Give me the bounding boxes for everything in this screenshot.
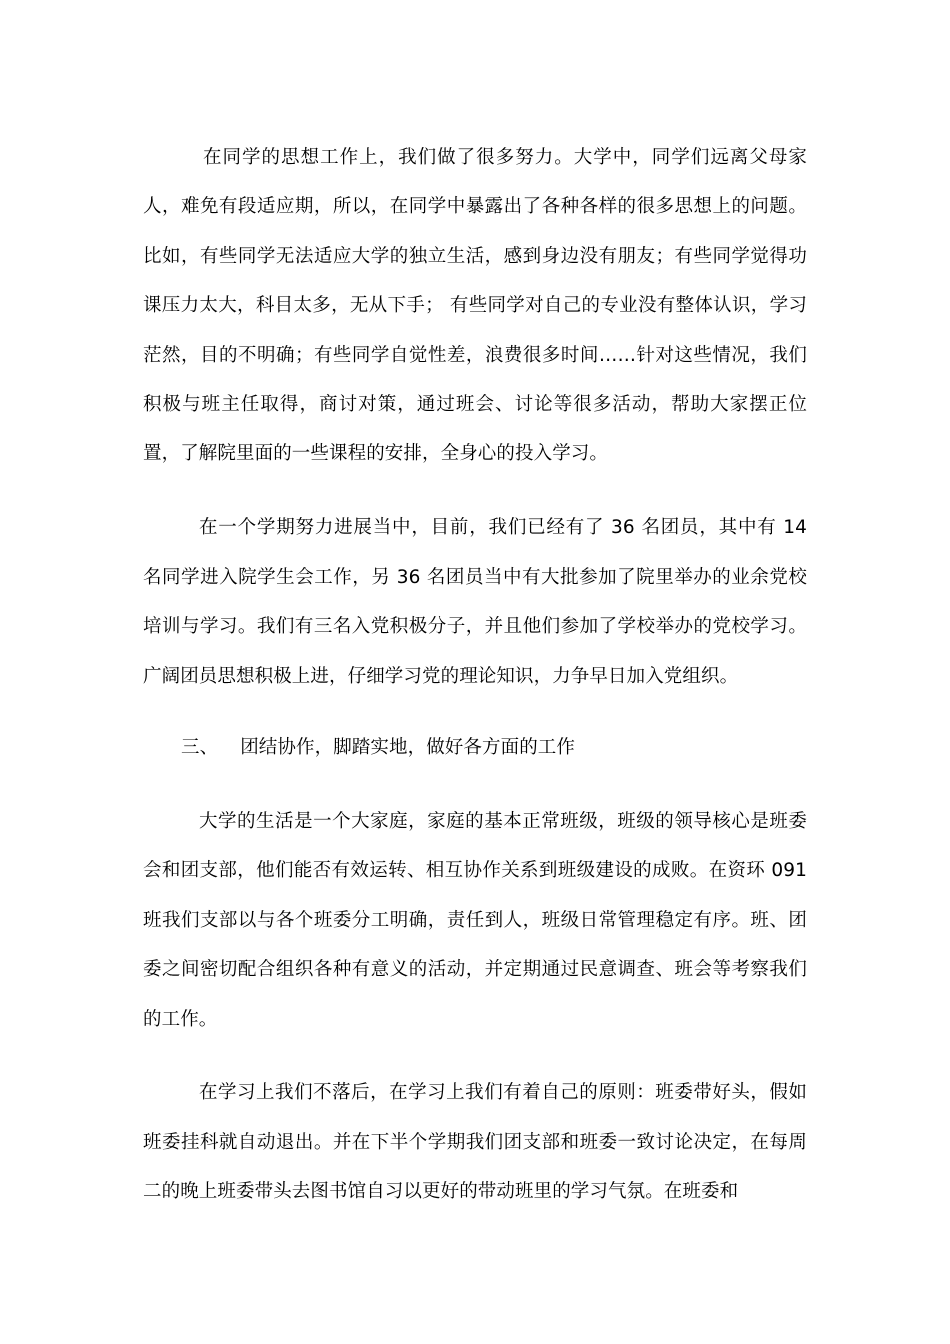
paragraph-ideological-work: 在同学的思想工作上，我们做了很多努力。大学中，同学们远离父母家人，难免有段适应期，所以，在同学中暴露出了各种各样的很多思想上的问题。比如，有些同学无法适应大学的独立生活，感到身边没有朋友；有些同学觉得功课压力太大，科目太多，无从下手； 有些同学对自己的专业没有整体认识，学习茫然，目的不明确；有些同学自觉性差，浪费很多时间……针对这些情况，我们积极与班主任取得，商讨对策，通过班会、讨论等很多活动，帮助大家摆正位置，了解院里面的一些课程的安排，全身心的投入学习。 [143, 147, 807, 465]
document-body [143, 133, 807, 1217]
paragraph-league-members: 在一个学期努力进展当中，目前，我们已经有了 36 名团员，其中有 14 名同学进入院学生会工作，另 36 名团员当中有大批参加了院里举办的业余党校培训与学习。我们有三名入党积极分子，并且他们参加了学校举办的党校学习。广阔团员思想积极上进，仔细学习党的理论知识，力争早日加入党组织。 [143, 517, 807, 687]
section-title: 团结协作，脚踏实地，做好各方面的工作 [240, 736, 576, 758]
paragraph-class-family: 大学的生活是一个大家庭，家庭的基本正常班级，班级的领导核心是班委会和团支部，他们能否有效运转、相互协作关系到班级建设的成败。在资环 091 班我们支部以与各个班委分工明确，责任到人，班级日常管理稳定有序。班、团委之间密切配合组织各种有意义的活动，并定期通过民意调查、班会等考察我们的工作。 [143, 810, 807, 1030]
paragraph-study-principles: 在学习上我们不落后，在学习上我们有着自己的原则：班委带好头，假如班委挂科就自动退出。并在下半个学期我们团支部和班委一致讨论决定，在每周二的晚上班委带头去图书馆自习以更好的带动班里的学习气氛。在班委和 [143, 1082, 807, 1203]
section-number: 三、 [181, 736, 219, 758]
section-heading [143, 723, 807, 772]
